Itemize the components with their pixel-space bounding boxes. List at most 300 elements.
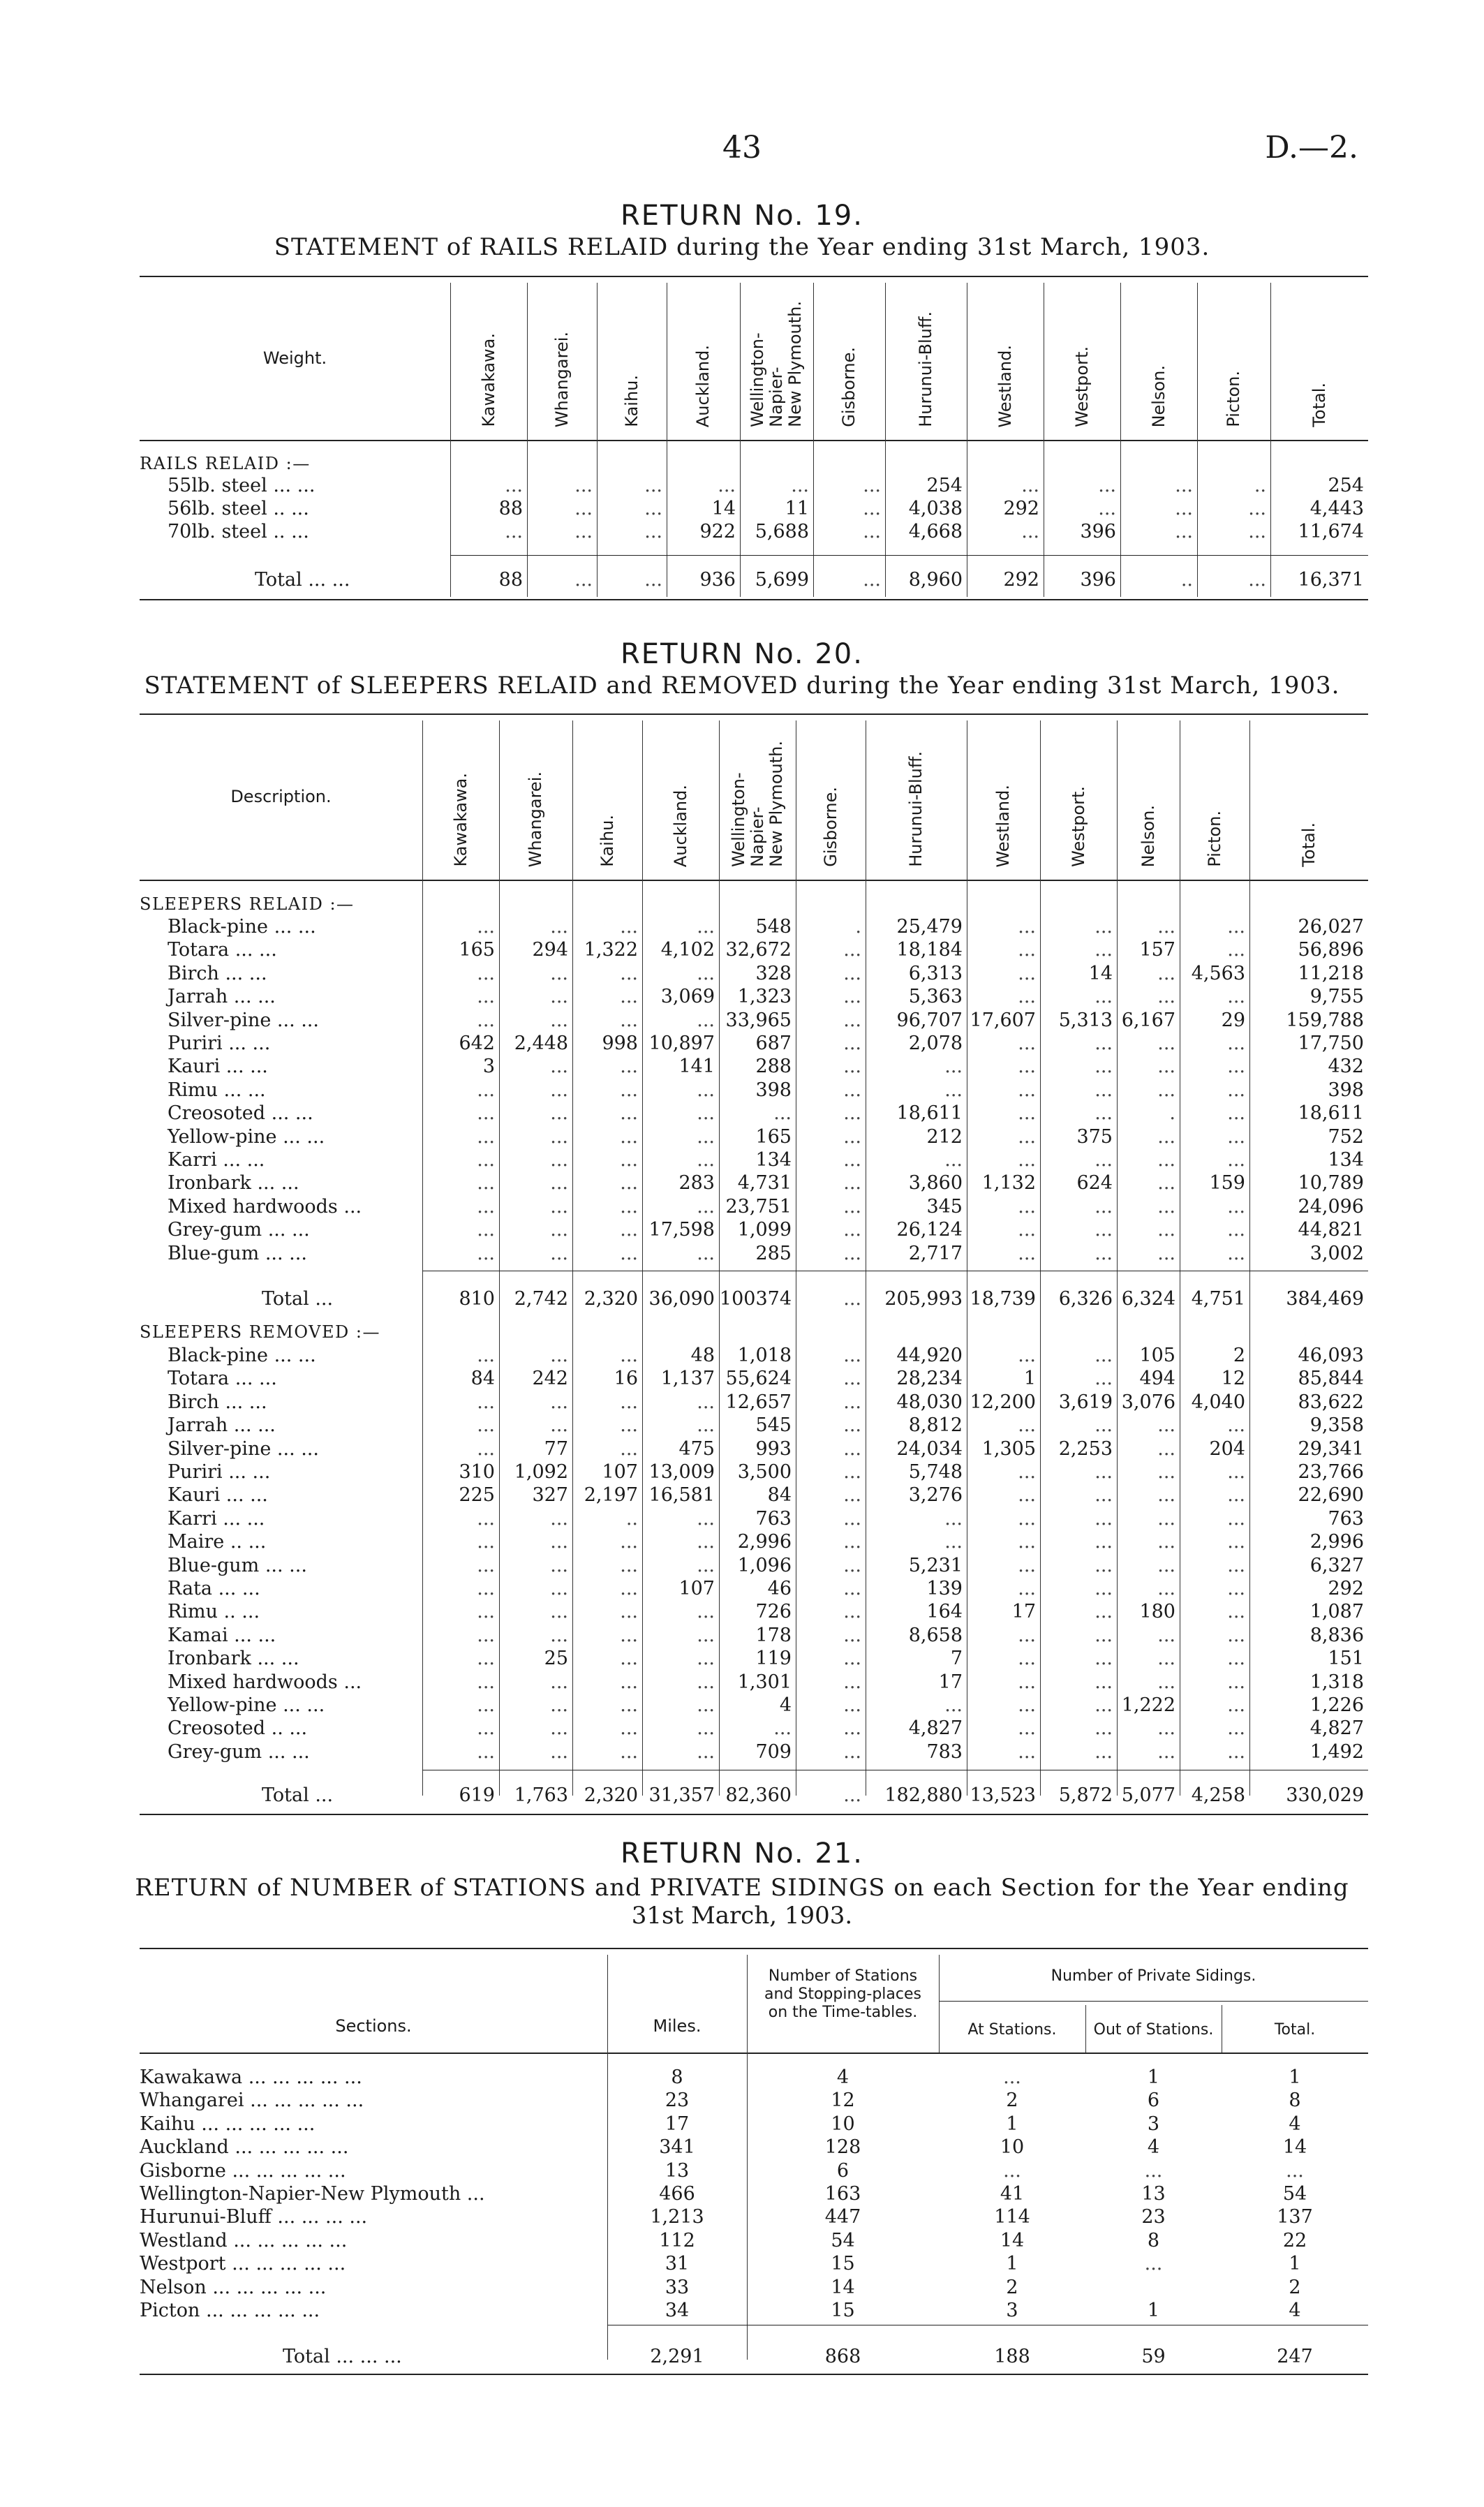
return20-relaid-row-9-cell-4: 165	[755, 1125, 792, 1148]
return20-relaid-row-1-cell-8: ...	[1095, 939, 1113, 961]
return20-col-header-0: Kawakawa.	[450, 773, 470, 867]
return20-relaid-row-3-cell-11: 9,755	[1309, 986, 1364, 1008]
return21-row-4-cell-3: ...	[1144, 2159, 1163, 2182]
return20-relaid-row-9-cell-5: ...	[843, 1125, 861, 1148]
return20-relaid-row-8-cell-4: ...	[773, 1102, 792, 1125]
return19-row-0-cell-10: ..	[1254, 475, 1266, 496]
return20-removed-row-8-cell-3: ...	[697, 1531, 715, 1553]
return20-relaid-row-3-cell-2: ...	[620, 986, 638, 1008]
return20-removed-row-3-cell-7: ...	[1018, 1414, 1036, 1437]
return20-removed-row-15-cell-1: ...	[550, 1694, 568, 1716]
return20-relaid-row-12-cell-11: 24,096	[1298, 1195, 1364, 1218]
return20-removed-total-cell-8: 5,872	[1058, 1784, 1113, 1806]
return20-removed-row-8-cell-6: ...	[944, 1531, 963, 1553]
return20-removed-row-6-cell-8: ...	[1095, 1484, 1113, 1507]
return19-row-1-cell-9: ...	[1175, 498, 1193, 519]
return20-relaid-row-7-cell-9: ...	[1157, 1079, 1175, 1101]
return20-removed-row-4-cell-9: ...	[1157, 1437, 1175, 1460]
return20-relaid-row-2-cell-11: 11,218	[1298, 962, 1364, 984]
return21-row-5-cell-4: 54	[1282, 2183, 1307, 2205]
return20-relaid-row-label: Rimu ... ...	[168, 1079, 266, 1101]
return20-removed-row-7-cell-1: ...	[550, 1507, 568, 1530]
return20-removed-row-14-cell-10: ...	[1227, 1671, 1245, 1693]
return20-removed-row-12-cell-4: 178	[755, 1624, 792, 1646]
return20-header-col-rule	[1249, 720, 1250, 880]
return21-row-10-cell-3: 1	[1147, 2300, 1160, 2321]
return20-removed-row-11-cell-11: 1,087	[1309, 1601, 1364, 1623]
return20-removed-row-15-cell-9: 1,222	[1121, 1694, 1175, 1716]
return20-relaid-total-cell-6: 205,993	[884, 1288, 963, 1310]
return20-removed-row-6-cell-3: 16,581	[648, 1484, 715, 1507]
return20-removed-row-16-cell-5: ...	[843, 1717, 861, 1740]
return21-row-1-cell-4: 8	[1289, 2090, 1301, 2112]
return19-col-header-1: Whangarei.	[551, 331, 572, 427]
return20-relaid-row-13-cell-5: ...	[843, 1219, 861, 1241]
return20-removed-row-15-cell-7: ...	[1018, 1694, 1036, 1716]
return21-head-at-stations: At Stations.	[967, 2021, 1057, 2039]
return20-removed-row-7-cell-5: ...	[843, 1507, 861, 1530]
return20-removed-row-16-cell-2: ...	[620, 1717, 638, 1740]
return20-removed-row-0-cell-9: 105	[1139, 1345, 1175, 1366]
return20-relaid-row-7-cell-3: ...	[697, 1079, 715, 1101]
return20-relaid-row-6-cell-9: ...	[1157, 1056, 1175, 1078]
return21-row-0-cell-3: 1	[1147, 2066, 1160, 2088]
return20-removed-row-15-cell-0: ...	[477, 1694, 495, 1716]
return20-relaid-row-7-cell-10: ...	[1227, 1079, 1245, 1101]
return20-relaid-row-11-cell-10: 159	[1209, 1172, 1245, 1195]
return20-removed-row-label: Rata ... ...	[168, 1578, 260, 1599]
return20-relaid-row-0-cell-6: 25,479	[896, 916, 963, 938]
return20-relaid-label: SLEEPERS RELAID :—	[140, 894, 355, 914]
return20-removed-row-0-cell-6: 44,920	[896, 1345, 963, 1366]
return21-head-out-stations: Out of Stations.	[1093, 2021, 1214, 2039]
return21-row-label: Picton ... ... ... ... ...	[140, 2300, 320, 2321]
return20-removed-row-5-cell-5: ...	[843, 1461, 861, 1483]
return20-relaid-total-cell-7: 18,739	[970, 1288, 1036, 1310]
return20-removed-row-11-cell-1: ...	[550, 1601, 568, 1623]
return20-removed-row-14-cell-3: ...	[697, 1671, 715, 1693]
return20-removed-row-14-cell-5: ...	[843, 1671, 861, 1693]
return20-relaid-row-11-cell-9: ...	[1157, 1172, 1175, 1195]
return21-row-2-cell-2: 1	[1006, 2113, 1018, 2135]
return20-removed-row-label: Yellow-pine ... ...	[168, 1694, 325, 1716]
return20-relaid-row-8-cell-1: ...	[550, 1102, 568, 1125]
return20-relaid-row-6-cell-1: ...	[550, 1056, 568, 1078]
return19-row-0-cell-8: ...	[1098, 475, 1116, 496]
return20-removed-label: SLEEPERS REMOVED :—	[140, 1322, 380, 1342]
return20-removed-row-8-cell-0: ...	[477, 1531, 495, 1553]
return21-row-0-cell-0: 8	[671, 2066, 683, 2088]
return20-relaid-row-10-cell-5: ...	[843, 1149, 861, 1171]
return20-relaid-row-2-cell-5: ...	[843, 962, 861, 984]
return20-col-header-2: Kaihu.	[597, 815, 617, 867]
return20-removed-row-13-cell-6: 7	[950, 1648, 963, 1670]
return20-relaid-row-13-cell-1: ...	[550, 1219, 568, 1241]
return20-removed-row-10-cell-8: ...	[1095, 1578, 1113, 1599]
return21-total-cell-0: 2,291	[650, 2346, 704, 2367]
return20-removed-row-0-cell-4: 1,018	[737, 1345, 792, 1366]
return20-relaid-row-0-cell-2: ...	[620, 916, 638, 938]
return19-row-2-cell-7: ...	[1021, 521, 1039, 542]
return20-removed-row-14-cell-4: 1,301	[737, 1671, 792, 1693]
return19-total-cell-3: 936	[699, 569, 736, 591]
return20-removed-row-5-cell-4: 3,500	[737, 1461, 792, 1483]
return20-relaid-row-label: Karri ... ...	[168, 1149, 265, 1171]
return20-removed-total-cell-7: 13,523	[970, 1784, 1036, 1806]
return20-removed-row-12-cell-8: ...	[1095, 1624, 1113, 1646]
return21-row-4-cell-2: ...	[1003, 2159, 1021, 2182]
return20-relaid-row-4-cell-11: 159,788	[1286, 1009, 1364, 1031]
return20-removed-row-10-cell-2: ...	[620, 1578, 638, 1599]
return20-removed-total-cell-3: 31,357	[648, 1784, 715, 1806]
return19-total-cell-10: ...	[1248, 569, 1266, 591]
return20-relaid-row-1-cell-9: 157	[1139, 939, 1175, 961]
return20-removed-row-4-cell-0: ...	[477, 1437, 495, 1460]
return20-removed-row-label: Puriri ... ...	[168, 1461, 271, 1483]
return20-top-rule	[140, 713, 1368, 715]
return-21-subtitle-line2: 31st March, 1903.	[631, 1902, 853, 1930]
return20-removed-row-6-cell-10: ...	[1227, 1484, 1245, 1507]
return20-removed-row-10-cell-6: 139	[926, 1578, 963, 1599]
return21-total-cell-4: 247	[1277, 2346, 1313, 2367]
return20-removed-row-6-cell-7: ...	[1018, 1484, 1036, 1507]
return20-relaid-row-9-cell-10: ...	[1227, 1125, 1245, 1148]
return20-removed-row-17-cell-0: ...	[477, 1740, 495, 1763]
return20-relaid-row-10-cell-1: ...	[550, 1149, 568, 1171]
return19-row-0-cell-7: ...	[1021, 475, 1039, 496]
return20-removed-row-10-cell-10: ...	[1227, 1578, 1245, 1599]
return21-row-5-cell-2: 41	[1000, 2183, 1025, 2205]
return19-total-cell-4: 5,699	[755, 569, 809, 591]
return20-removed-row-5-cell-0: 310	[459, 1461, 495, 1483]
return20-relaid-row-4-cell-8: 5,313	[1058, 1009, 1113, 1031]
return20-relaid-row-3-cell-10: ...	[1227, 986, 1245, 1008]
return20-relaid-row-12-cell-3: ...	[697, 1195, 715, 1218]
return20-relaid-row-7-cell-7: ...	[1018, 1079, 1036, 1101]
return20-removed-row-3-cell-1: ...	[550, 1414, 568, 1437]
return20-removed-row-11-cell-0: ...	[477, 1601, 495, 1623]
return19-bottom-rule	[140, 599, 1368, 600]
return21-row-1-cell-1: 12	[831, 2090, 855, 2112]
return20-header-col-rule	[1040, 720, 1041, 880]
return19-row-1-cell-3: 14	[711, 498, 736, 519]
return21-row-0-cell-4: 1	[1289, 2066, 1301, 2088]
return20-removed-row-4-cell-2: ...	[620, 1437, 638, 1460]
return20-removed-row-12-cell-9: ...	[1157, 1624, 1175, 1646]
return20-relaid-row-1-cell-11: 56,896	[1298, 939, 1364, 961]
return21-row-4-cell-0: 13	[665, 2159, 690, 2182]
return20-relaid-row-3-cell-6: 5,363	[908, 986, 963, 1008]
return21-header-col-rule	[607, 1955, 608, 2053]
return21-row-6-cell-2: 114	[994, 2206, 1030, 2228]
return20-relaid-row-10-cell-10: ...	[1227, 1149, 1245, 1171]
return20-relaid-row-8-cell-7: ...	[1018, 1102, 1036, 1125]
return20-relaid-row-8-cell-9: .	[1169, 1102, 1175, 1125]
return20-removed-row-5-cell-7: ...	[1018, 1461, 1036, 1483]
return20-removed-row-11-cell-10: ...	[1227, 1601, 1245, 1623]
return20-removed-row-15-cell-3: ...	[697, 1694, 715, 1716]
return20-removed-row-13-cell-9: ...	[1157, 1648, 1175, 1670]
return-21-subtitle-line1: RETURN of NUMBER of STATIONS and PRIVATE SIDINGS on each Section for the Year ending	[135, 1874, 1349, 1902]
return21-row-3-cell-4: 14	[1282, 2136, 1307, 2159]
return20-removed-row-11-cell-7: 17	[1011, 1601, 1036, 1623]
return19-row-2-cell-0: ...	[505, 521, 523, 542]
return20-relaid-row-6-cell-7: ...	[1018, 1056, 1036, 1078]
return20-relaid-row-6-cell-8: ...	[1095, 1056, 1113, 1078]
return20-removed-row-7-cell-4: 763	[755, 1507, 792, 1530]
return20-removed-row-1-cell-10: 12	[1221, 1368, 1245, 1390]
return20-relaid-total-cell-10: 4,751	[1191, 1288, 1245, 1310]
return21-row-8-cell-4: 1	[1289, 2253, 1301, 2275]
return20-relaid-row-0-cell-11: 26,027	[1298, 916, 1364, 938]
return20-relaid-total-cell-1: 2,742	[514, 1288, 568, 1310]
return20-removed-row-5-cell-11: 23,766	[1298, 1461, 1364, 1483]
return19-col-header-8: Westport.	[1071, 346, 1092, 427]
return19-col-header-3: Auckland.	[693, 344, 713, 427]
return20-relaid-row-5-cell-10: ...	[1227, 1033, 1245, 1054]
return20-removed-row-4-cell-3: 475	[678, 1437, 715, 1460]
return20-relaid-row-6-cell-2: ...	[620, 1056, 638, 1078]
return19-header-rule	[140, 440, 1368, 441]
return20-removed-row-10-cell-11: 292	[1328, 1578, 1364, 1599]
return21-row-10-cell-4: 4	[1289, 2300, 1301, 2321]
return20-removed-row-14-cell-0: ...	[477, 1671, 495, 1693]
return21-total-cell-3: 59	[1141, 2346, 1166, 2367]
return21-row-10-cell-1: 15	[831, 2300, 855, 2321]
return20-relaid-row-7-cell-5: ...	[843, 1079, 861, 1101]
return20-removed-row-2-cell-8: 3,619	[1058, 1391, 1113, 1413]
return20-relaid-row-2-cell-6: 6,313	[908, 962, 963, 984]
return21-row-7-cell-4: 22	[1282, 2229, 1307, 2251]
return20-relaid-row-6-cell-11: 432	[1328, 1056, 1364, 1078]
return20-relaid-row-1-cell-0: 165	[459, 939, 495, 961]
return20-removed-row-8-cell-1: ...	[550, 1531, 568, 1553]
return19-row-2-cell-4: 5,688	[755, 521, 809, 542]
return19-total-cell-5: ...	[863, 569, 881, 591]
return20-relaid-row-11-cell-11: 10,789	[1298, 1172, 1364, 1195]
return20-removed-row-13-cell-1: 25	[544, 1648, 568, 1670]
return19-total-cell-11: 16,371	[1298, 569, 1364, 591]
return20-removed-row-11-cell-9: 180	[1139, 1601, 1175, 1623]
return20-removed-row-label: Maire .. ...	[168, 1531, 267, 1553]
return20-removed-row-4-cell-7: 1,305	[981, 1437, 1036, 1460]
return20-relaid-row-7-cell-0: ...	[477, 1079, 495, 1101]
return20-relaid-total-cell-3: 36,090	[648, 1288, 715, 1310]
return20-col-header-4: Wellington- Napier- New Plymouth.	[728, 741, 786, 867]
return19-row-1-cell-7: 292	[1003, 498, 1039, 519]
return20-header-col-rule	[719, 720, 720, 880]
return20-removed-row-9-cell-0: ...	[477, 1554, 495, 1576]
return20-relaid-row-12-cell-7: ...	[1018, 1195, 1036, 1218]
return20-removed-row-6-cell-11: 22,690	[1298, 1484, 1364, 1507]
return21-row-7-cell-3: 8	[1147, 2229, 1160, 2251]
return20-removed-row-3-cell-5: ...	[843, 1414, 861, 1437]
return21-header-rule	[140, 2053, 1368, 2054]
return20-relaid-row-6-cell-6: ...	[944, 1056, 963, 1078]
return20-removed-row-label: Ironbark ... ...	[168, 1648, 299, 1670]
return20-relaid-row-3-cell-3: 3,069	[660, 986, 715, 1008]
return20-removed-row-11-cell-2: ...	[620, 1601, 638, 1623]
return21-row-1-cell-0: 23	[665, 2090, 690, 2112]
return20-relaid-row-10-cell-3: ...	[697, 1149, 715, 1171]
return20-removed-row-5-cell-10: ...	[1227, 1461, 1245, 1483]
return21-row-8-cell-2: 1	[1006, 2253, 1018, 2275]
return20-removed-row-9-cell-10: ...	[1227, 1554, 1245, 1576]
return20-relaid-row-7-cell-1: ...	[550, 1079, 568, 1101]
return20-removed-row-16-cell-10: ...	[1227, 1717, 1245, 1740]
return20-col-header-5: Gisborne.	[820, 787, 840, 867]
return20-removed-row-9-cell-4: 1,096	[737, 1554, 792, 1576]
return20-removed-row-17-cell-7: ...	[1018, 1740, 1036, 1763]
return21-row-label: Gisborne ... ... ... ... ...	[140, 2159, 346, 2182]
return21-row-9-cell-2: 2	[1006, 2276, 1018, 2298]
return20-removed-row-6-cell-1: 327	[532, 1484, 568, 1507]
return20-removed-row-2-cell-4: 12,657	[725, 1391, 792, 1413]
return20-removed-row-6-cell-4: 84	[767, 1484, 792, 1507]
return19-row-1-cell-8: ...	[1098, 498, 1116, 519]
return20-relaid-row-8-cell-10: ...	[1227, 1102, 1245, 1125]
return20-removed-row-12-cell-7: ...	[1018, 1624, 1036, 1646]
return20-removed-total-cell-6: 182,880	[884, 1784, 963, 1806]
return20-removed-row-3-cell-9: ...	[1157, 1414, 1175, 1437]
return21-subheader-rule	[939, 2001, 1368, 2002]
return20-relaid-row-8-cell-5: ...	[843, 1102, 861, 1125]
return20-relaid-row-2-cell-7: ...	[1018, 962, 1036, 984]
return20-removed-row-16-cell-3: ...	[697, 1717, 715, 1740]
return20-col-header-10: Picton.	[1204, 811, 1224, 867]
return19-col-header-7: Westland.	[995, 344, 1015, 427]
return20-relaid-row-9-cell-7: ...	[1018, 1125, 1036, 1148]
return19-top-rule	[140, 276, 1368, 277]
return21-row-label: Kawakawa ... ... ... ... ...	[140, 2066, 362, 2088]
return19-col-header-0: Kawakawa.	[478, 333, 498, 427]
return20-relaid-total-cell-0: 810	[459, 1288, 495, 1310]
return20-relaid-row-13-cell-2: ...	[620, 1219, 638, 1241]
return20-removed-row-9-cell-8: ...	[1095, 1554, 1113, 1576]
return21-row-4-cell-1: 6	[836, 2159, 849, 2182]
return20-relaid-row-5-cell-0: 642	[459, 1033, 495, 1054]
return20-removed-row-label: Mixed hardwoods ...	[168, 1671, 362, 1693]
return20-removed-row-11-cell-5: ...	[843, 1601, 861, 1623]
return19-head-label: Weight.	[262, 348, 327, 368]
return20-removed-row-1-cell-11: 85,844	[1298, 1368, 1364, 1390]
return20-removed-row-14-cell-1: ...	[550, 1671, 568, 1693]
return20-removed-row-label: Karri ... ...	[168, 1507, 265, 1530]
return20-removed-row-9-cell-1: ...	[550, 1554, 568, 1576]
return20-relaid-row-2-cell-4: 328	[755, 962, 792, 984]
return20-removed-row-16-cell-6: 4,827	[908, 1717, 963, 1740]
return20-relaid-row-13-cell-4: 1,099	[737, 1219, 792, 1241]
return20-relaid-row-5-cell-9: ...	[1157, 1033, 1175, 1054]
return19-row-1-cell-4: 11	[785, 498, 809, 519]
return21-head-sections: Sections.	[335, 2016, 412, 2036]
return20-col-header-3: Auckland.	[670, 784, 690, 867]
return20-relaid-row-1-cell-6: 18,184	[896, 939, 963, 961]
return20-removed-row-11-cell-3: ...	[697, 1601, 715, 1623]
return20-removed-row-3-cell-10: ...	[1227, 1414, 1245, 1437]
return20-relaid-row-8-cell-6: 18,611	[896, 1102, 963, 1125]
return20-relaid-row-3-cell-8: ...	[1095, 986, 1113, 1008]
return20-removed-row-12-cell-1: ...	[550, 1624, 568, 1646]
return20-relaid-row-8-cell-8: ...	[1095, 1102, 1113, 1125]
return19-header-col-rule	[597, 283, 598, 440]
return20-removed-row-12-cell-10: ...	[1227, 1624, 1245, 1646]
return19-col-header-10: Picton.	[1224, 371, 1243, 427]
return20-relaid-row-2-cell-3: ...	[697, 962, 715, 984]
return20-removed-row-2-cell-11: 83,622	[1298, 1391, 1364, 1413]
return20-relaid-row-8-cell-11: 18,611	[1298, 1102, 1364, 1125]
return19-row-0-cell-3: ...	[718, 475, 736, 496]
return20-relaid-row-6-cell-5: ...	[843, 1056, 861, 1078]
return20-relaid-row-9-cell-2: ...	[620, 1125, 638, 1148]
return20-removed-row-3-cell-0: ...	[477, 1414, 495, 1437]
return19-row-2-cell-3: 922	[699, 521, 736, 542]
return19-row-0-cell-6: 254	[926, 475, 963, 496]
return20-relaid-row-3-cell-1: ...	[550, 986, 568, 1008]
return20-removed-row-15-cell-5: ...	[843, 1694, 861, 1716]
return20-relaid-row-13-cell-8: ...	[1095, 1219, 1113, 1241]
return20-removed-row-label: Blue-gum ... ...	[168, 1554, 307, 1576]
return19-row-2-cell-2: ...	[644, 521, 662, 542]
return20-relaid-row-4-cell-5: ...	[843, 1009, 861, 1031]
return21-row-label: Hurunui-Bluff ... ... ... ...	[140, 2206, 368, 2228]
return21-row-5-cell-3: 13	[1141, 2183, 1166, 2205]
return21-bottom-rule	[140, 2374, 1368, 2375]
return20-head-label: Description.	[230, 787, 332, 806]
return20-removed-row-1-cell-9: 494	[1139, 1368, 1175, 1390]
return20-removed-row-7-cell-8: ...	[1095, 1507, 1113, 1530]
return20-relaid-row-9-cell-1: ...	[550, 1125, 568, 1148]
return20-removed-row-4-cell-5: ...	[843, 1437, 861, 1460]
return20-relaid-row-14-cell-9: ...	[1157, 1242, 1175, 1264]
return20-removed-row-0-cell-7: ...	[1018, 1345, 1036, 1366]
return20-removed-row-4-cell-11: 29,341	[1298, 1437, 1364, 1460]
return20-relaid-row-10-cell-0: ...	[477, 1149, 495, 1171]
return20-relaid-row-12-cell-8: ...	[1095, 1195, 1113, 1218]
return20-removed-row-1-cell-4: 55,624	[725, 1368, 792, 1390]
return20-removed-row-0-cell-1: ...	[550, 1345, 568, 1366]
return20-removed-total-cell-2: 2,320	[584, 1784, 638, 1806]
return20-removed-row-label: Creosoted .. ...	[168, 1717, 308, 1740]
return20-relaid-row-5-cell-7: ...	[1018, 1033, 1036, 1054]
return19-total-cell-9: ..	[1180, 569, 1193, 591]
return20-relaid-row-9-cell-6: 212	[926, 1125, 963, 1148]
return20-removed-row-2-cell-1: ...	[550, 1391, 568, 1413]
return20-removed-row-7-cell-10: ...	[1227, 1507, 1245, 1530]
return20-removed-total-cell-5: ...	[843, 1784, 861, 1806]
return19-header-col-rule	[740, 283, 741, 440]
return21-row-3-cell-0: 341	[659, 2136, 695, 2159]
return20-removed-total-label: Total ...	[262, 1784, 334, 1806]
return20-removed-row-7-cell-11: 763	[1328, 1507, 1364, 1530]
return20-removed-row-1-cell-2: 16	[614, 1368, 638, 1390]
return20-relaid-row-label: Creosoted ... ...	[168, 1102, 313, 1125]
return20-removed-row-17-cell-10: ...	[1227, 1740, 1245, 1763]
return20-removed-row-15-cell-10: ...	[1227, 1694, 1245, 1716]
page-number: 43	[722, 130, 762, 165]
return19-row-2-cell-8: 396	[1080, 521, 1116, 542]
return20-relaid-row-13-cell-10: ...	[1227, 1219, 1245, 1241]
return19-row-2-cell-9: ...	[1175, 521, 1193, 542]
return19-header-col-rule	[450, 283, 451, 440]
return20-relaid-row-14-cell-3: ...	[697, 1242, 715, 1264]
return20-relaid-row-1-cell-10: ...	[1227, 939, 1245, 961]
return20-removed-row-5-cell-9: ...	[1157, 1461, 1175, 1483]
return20-removed-row-10-cell-1: ...	[550, 1578, 568, 1599]
return20-removed-row-9-cell-3: ...	[697, 1554, 715, 1576]
return19-row-1-cell-2: ...	[644, 498, 662, 519]
return20-relaid-row-13-cell-3: 17,598	[648, 1219, 715, 1241]
